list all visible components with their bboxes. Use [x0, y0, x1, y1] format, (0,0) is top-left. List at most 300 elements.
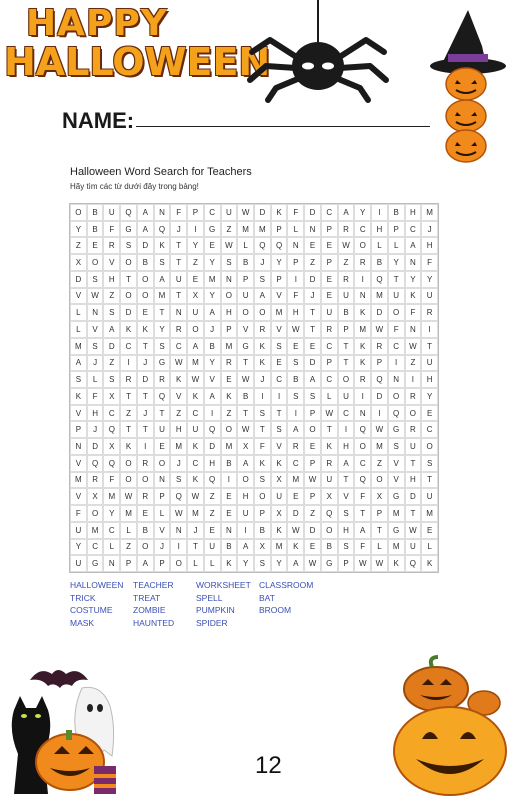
grid-cell[interactable]: K: [271, 204, 288, 221]
grid-cell[interactable]: G: [204, 221, 221, 238]
grid-cell[interactable]: P: [254, 505, 271, 522]
grid-cell[interactable]: H: [421, 371, 438, 388]
grid-cell[interactable]: E: [221, 371, 238, 388]
grid-cell[interactable]: K: [287, 539, 304, 556]
grid-cell[interactable]: L: [204, 555, 221, 572]
grid-cell[interactable]: A: [103, 321, 120, 338]
grid-cell[interactable]: A: [354, 522, 371, 539]
grid-cell[interactable]: I: [120, 355, 137, 372]
grid-cell[interactable]: T: [405, 505, 422, 522]
grid-cell[interactable]: H: [237, 488, 254, 505]
grid-cell[interactable]: B: [87, 221, 104, 238]
grid-cell[interactable]: A: [304, 371, 321, 388]
grid-cell[interactable]: O: [120, 455, 137, 472]
grid-cell[interactable]: N: [154, 472, 171, 489]
grid-cell[interactable]: P: [321, 355, 338, 372]
grid-cell[interactable]: F: [354, 488, 371, 505]
grid-cell[interactable]: O: [254, 304, 271, 321]
grid-cell[interactable]: E: [304, 338, 321, 355]
grid-cell[interactable]: D: [204, 438, 221, 455]
grid-cell[interactable]: K: [254, 455, 271, 472]
grid-cell[interactable]: T: [170, 288, 187, 305]
grid-cell[interactable]: K: [170, 371, 187, 388]
grid-cell[interactable]: S: [254, 405, 271, 422]
grid-cell[interactable]: B: [388, 204, 405, 221]
grid-cell[interactable]: Y: [154, 321, 171, 338]
grid-cell[interactable]: H: [87, 405, 104, 422]
grid-cell[interactable]: O: [87, 254, 104, 271]
grid-cell[interactable]: A: [254, 288, 271, 305]
grid-cell[interactable]: I: [371, 405, 388, 422]
grid-cell[interactable]: K: [120, 321, 137, 338]
grid-cell[interactable]: X: [371, 488, 388, 505]
grid-cell[interactable]: H: [338, 438, 355, 455]
grid-cell[interactable]: B: [137, 522, 154, 539]
grid-cell[interactable]: I: [221, 472, 238, 489]
grid-cell[interactable]: B: [321, 539, 338, 556]
grid-cell[interactable]: W: [87, 288, 104, 305]
grid-cell[interactable]: F: [254, 438, 271, 455]
grid-cell[interactable]: P: [338, 555, 355, 572]
grid-cell[interactable]: Y: [204, 355, 221, 372]
grid-cell[interactable]: I: [421, 321, 438, 338]
grid-cell[interactable]: A: [137, 221, 154, 238]
grid-cell[interactable]: O: [170, 555, 187, 572]
grid-cell[interactable]: H: [221, 304, 238, 321]
grid-cell[interactable]: Q: [371, 371, 388, 388]
grid-cell[interactable]: W: [287, 321, 304, 338]
grid-cell[interactable]: E: [304, 237, 321, 254]
grid-cell[interactable]: S: [421, 455, 438, 472]
grid-cell[interactable]: E: [321, 271, 338, 288]
grid-cell[interactable]: L: [70, 304, 87, 321]
grid-cell[interactable]: E: [304, 438, 321, 455]
grid-cell[interactable]: L: [421, 539, 438, 556]
grid-cell[interactable]: P: [287, 254, 304, 271]
grid-cell[interactable]: T: [338, 355, 355, 372]
grid-cell[interactable]: M: [354, 321, 371, 338]
grid-cell[interactable]: V: [70, 405, 87, 422]
grid-cell[interactable]: J: [254, 254, 271, 271]
grid-cell[interactable]: J: [187, 522, 204, 539]
grid-cell[interactable]: N: [354, 288, 371, 305]
grid-cell[interactable]: O: [304, 421, 321, 438]
grid-cell[interactable]: F: [170, 204, 187, 221]
grid-cell[interactable]: C: [187, 405, 204, 422]
grid-cell[interactable]: Z: [338, 254, 355, 271]
grid-cell[interactable]: T: [237, 405, 254, 422]
grid-cell[interactable]: Z: [170, 405, 187, 422]
grid-cell[interactable]: W: [170, 355, 187, 372]
grid-cell[interactable]: W: [338, 237, 355, 254]
grid-cell[interactable]: T: [120, 271, 137, 288]
grid-cell[interactable]: Q: [154, 221, 171, 238]
grid-cell[interactable]: O: [120, 254, 137, 271]
grid-cell[interactable]: A: [287, 421, 304, 438]
grid-cell[interactable]: P: [70, 421, 87, 438]
grid-cell[interactable]: U: [154, 421, 171, 438]
grid-cell[interactable]: F: [103, 472, 120, 489]
grid-cell[interactable]: A: [405, 237, 422, 254]
grid-cell[interactable]: R: [254, 321, 271, 338]
grid-cell[interactable]: A: [237, 539, 254, 556]
grid-cell[interactable]: O: [137, 472, 154, 489]
grid-cell[interactable]: C: [321, 204, 338, 221]
grid-cell[interactable]: O: [371, 472, 388, 489]
grid-cell[interactable]: K: [354, 304, 371, 321]
grid-cell[interactable]: K: [254, 338, 271, 355]
grid-cell[interactable]: M: [70, 472, 87, 489]
grid-cell[interactable]: Z: [221, 221, 238, 238]
grid-cell[interactable]: M: [87, 522, 104, 539]
grid-cell[interactable]: T: [304, 321, 321, 338]
grid-cell[interactable]: Q: [371, 271, 388, 288]
grid-cell[interactable]: C: [354, 221, 371, 238]
grid-cell[interactable]: C: [103, 405, 120, 422]
grid-cell[interactable]: X: [237, 438, 254, 455]
grid-cell[interactable]: A: [338, 204, 355, 221]
grid-cell[interactable]: I: [354, 388, 371, 405]
grid-cell[interactable]: D: [371, 388, 388, 405]
grid-cell[interactable]: Y: [421, 388, 438, 405]
grid-cell[interactable]: G: [120, 221, 137, 238]
grid-cell[interactable]: T: [388, 271, 405, 288]
grid-cell[interactable]: D: [87, 438, 104, 455]
grid-cell[interactable]: T: [137, 421, 154, 438]
grid-cell[interactable]: T: [137, 338, 154, 355]
grid-cell[interactable]: K: [70, 388, 87, 405]
grid-cell[interactable]: Q: [103, 421, 120, 438]
grid-cell[interactable]: Y: [70, 221, 87, 238]
grid-cell[interactable]: I: [287, 271, 304, 288]
grid-cell[interactable]: L: [103, 539, 120, 556]
grid-cell[interactable]: W: [170, 505, 187, 522]
grid-cell[interactable]: C: [287, 455, 304, 472]
grid-cell[interactable]: J: [254, 371, 271, 388]
grid-cell[interactable]: D: [304, 522, 321, 539]
grid-cell[interactable]: T: [371, 522, 388, 539]
grid-cell[interactable]: W: [371, 421, 388, 438]
grid-cell[interactable]: B: [371, 254, 388, 271]
grid-cell[interactable]: W: [287, 522, 304, 539]
grid-cell[interactable]: J: [87, 355, 104, 372]
grid-cell[interactable]: M: [187, 355, 204, 372]
grid-cell[interactable]: P: [321, 254, 338, 271]
grid-cell[interactable]: M: [388, 539, 405, 556]
grid-cell[interactable]: Z: [221, 405, 238, 422]
grid-cell[interactable]: M: [271, 539, 288, 556]
grid-cell[interactable]: U: [271, 488, 288, 505]
grid-cell[interactable]: J: [154, 539, 171, 556]
grid-cell[interactable]: L: [388, 237, 405, 254]
grid-cell[interactable]: S: [70, 371, 87, 388]
grid-cell[interactable]: G: [87, 555, 104, 572]
grid-cell[interactable]: O: [137, 539, 154, 556]
grid-cell[interactable]: R: [421, 304, 438, 321]
grid-cell[interactable]: W: [187, 371, 204, 388]
grid-cell[interactable]: J: [421, 221, 438, 238]
grid-cell[interactable]: N: [304, 221, 321, 238]
grid-cell[interactable]: O: [388, 388, 405, 405]
grid-cell[interactable]: I: [371, 204, 388, 221]
grid-cell[interactable]: S: [287, 388, 304, 405]
grid-cell[interactable]: Y: [405, 271, 422, 288]
grid-cell[interactable]: N: [103, 555, 120, 572]
grid-cell[interactable]: F: [405, 304, 422, 321]
grid-cell[interactable]: R: [154, 371, 171, 388]
grid-cell[interactable]: F: [87, 388, 104, 405]
grid-cell[interactable]: Q: [170, 488, 187, 505]
grid-cell[interactable]: S: [170, 472, 187, 489]
grid-cell[interactable]: Q: [388, 405, 405, 422]
grid-cell[interactable]: Z: [204, 505, 221, 522]
grid-cell[interactable]: J: [137, 405, 154, 422]
grid-cell[interactable]: D: [103, 338, 120, 355]
grid-cell[interactable]: A: [70, 355, 87, 372]
grid-cell[interactable]: R: [103, 237, 120, 254]
grid-cell[interactable]: Z: [304, 505, 321, 522]
grid-cell[interactable]: S: [87, 338, 104, 355]
grid-cell[interactable]: Y: [204, 288, 221, 305]
grid-cell[interactable]: U: [187, 304, 204, 321]
grid-cell[interactable]: F: [354, 539, 371, 556]
grid-cell[interactable]: S: [254, 271, 271, 288]
grid-cell[interactable]: P: [321, 221, 338, 238]
grid-cell[interactable]: Q: [254, 237, 271, 254]
grid-cell[interactable]: Z: [405, 355, 422, 372]
grid-cell[interactable]: L: [371, 539, 388, 556]
grid-cell[interactable]: V: [154, 522, 171, 539]
grid-cell[interactable]: E: [421, 522, 438, 539]
grid-cell[interactable]: P: [304, 455, 321, 472]
grid-cell[interactable]: O: [70, 204, 87, 221]
grid-cell[interactable]: T: [120, 421, 137, 438]
grid-cell[interactable]: S: [388, 438, 405, 455]
grid-cell[interactable]: G: [237, 338, 254, 355]
grid-cell[interactable]: X: [187, 288, 204, 305]
grid-cell[interactable]: U: [204, 539, 221, 556]
grid-cell[interactable]: E: [421, 405, 438, 422]
grid-cell[interactable]: N: [405, 321, 422, 338]
grid-cell[interactable]: F: [103, 221, 120, 238]
grid-cell[interactable]: H: [170, 421, 187, 438]
grid-cell[interactable]: P: [388, 221, 405, 238]
grid-cell[interactable]: H: [405, 472, 422, 489]
grid-cell[interactable]: S: [287, 355, 304, 372]
grid-cell[interactable]: S: [304, 388, 321, 405]
grid-cell[interactable]: W: [187, 488, 204, 505]
grid-cell[interactable]: B: [221, 539, 238, 556]
grid-cell[interactable]: T: [421, 472, 438, 489]
grid-cell[interactable]: G: [388, 522, 405, 539]
grid-cell[interactable]: R: [137, 455, 154, 472]
grid-cell[interactable]: W: [321, 405, 338, 422]
grid-cell[interactable]: S: [271, 421, 288, 438]
grid-cell[interactable]: I: [287, 405, 304, 422]
grid-cell[interactable]: S: [103, 304, 120, 321]
grid-cell[interactable]: K: [221, 555, 238, 572]
grid-cell[interactable]: Y: [237, 555, 254, 572]
grid-cell[interactable]: X: [271, 505, 288, 522]
grid-cell[interactable]: M: [204, 271, 221, 288]
grid-cell[interactable]: B: [204, 338, 221, 355]
grid-cell[interactable]: W: [405, 522, 422, 539]
grid-cell[interactable]: G: [321, 555, 338, 572]
grid-cell[interactable]: H: [371, 221, 388, 238]
grid-cell[interactable]: K: [120, 438, 137, 455]
grid-cell[interactable]: D: [405, 488, 422, 505]
grid-cell[interactable]: M: [254, 221, 271, 238]
grid-cell[interactable]: O: [137, 271, 154, 288]
grid-cell[interactable]: L: [154, 505, 171, 522]
grid-cell[interactable]: O: [354, 438, 371, 455]
grid-cell[interactable]: Z: [371, 455, 388, 472]
grid-cell[interactable]: K: [271, 522, 288, 539]
grid-cell[interactable]: C: [204, 204, 221, 221]
grid-cell[interactable]: M: [371, 438, 388, 455]
grid-cell[interactable]: T: [170, 254, 187, 271]
grid-cell[interactable]: Y: [187, 237, 204, 254]
grid-cell[interactable]: I: [187, 221, 204, 238]
grid-cell[interactable]: P: [338, 321, 355, 338]
grid-cell[interactable]: R: [354, 371, 371, 388]
grid-cell[interactable]: R: [170, 321, 187, 338]
grid-cell[interactable]: O: [120, 288, 137, 305]
grid-cell[interactable]: M: [421, 505, 438, 522]
grid-cell[interactable]: J: [170, 221, 187, 238]
grid-cell[interactable]: C: [338, 405, 355, 422]
grid-cell[interactable]: I: [338, 421, 355, 438]
grid-cell[interactable]: O: [388, 304, 405, 321]
grid-cell[interactable]: U: [421, 355, 438, 372]
grid-cell[interactable]: P: [271, 271, 288, 288]
grid-cell[interactable]: O: [221, 288, 238, 305]
grid-cell[interactable]: R: [87, 472, 104, 489]
grid-cell[interactable]: P: [120, 555, 137, 572]
grid-cell[interactable]: F: [287, 288, 304, 305]
grid-cell[interactable]: E: [204, 522, 221, 539]
grid-cell[interactable]: N: [70, 438, 87, 455]
grid-cell[interactable]: Q: [87, 455, 104, 472]
grid-cell[interactable]: I: [204, 405, 221, 422]
grid-cell[interactable]: E: [221, 505, 238, 522]
grid-cell[interactable]: G: [388, 488, 405, 505]
grid-cell[interactable]: T: [187, 539, 204, 556]
grid-cell[interactable]: G: [388, 421, 405, 438]
grid-cell[interactable]: U: [338, 288, 355, 305]
grid-cell[interactable]: L: [321, 388, 338, 405]
grid-cell[interactable]: Z: [70, 237, 87, 254]
grid-cell[interactable]: K: [388, 555, 405, 572]
grid-cell[interactable]: D: [304, 355, 321, 372]
grid-cell[interactable]: O: [187, 321, 204, 338]
grid-cell[interactable]: A: [237, 455, 254, 472]
grid-cell[interactable]: L: [120, 522, 137, 539]
grid-cell[interactable]: C: [103, 522, 120, 539]
grid-cell[interactable]: Y: [271, 555, 288, 572]
grid-cell[interactable]: Z: [103, 355, 120, 372]
grid-cell[interactable]: V: [70, 488, 87, 505]
grid-cell[interactable]: B: [237, 254, 254, 271]
grid-cell[interactable]: S: [221, 254, 238, 271]
grid-cell[interactable]: K: [271, 455, 288, 472]
grid-cell[interactable]: I: [137, 438, 154, 455]
grid-cell[interactable]: D: [371, 304, 388, 321]
grid-cell[interactable]: U: [421, 288, 438, 305]
grid-cell[interactable]: X: [271, 472, 288, 489]
grid-cell[interactable]: D: [120, 304, 137, 321]
grid-cell[interactable]: O: [405, 405, 422, 422]
grid-cell[interactable]: T: [237, 355, 254, 372]
grid-cell[interactable]: S: [154, 338, 171, 355]
grid-cell[interactable]: Q: [204, 421, 221, 438]
grid-cell[interactable]: V: [388, 472, 405, 489]
grid-cell[interactable]: U: [187, 421, 204, 438]
grid-cell[interactable]: D: [304, 204, 321, 221]
grid-cell[interactable]: N: [388, 371, 405, 388]
grid-cell[interactable]: Q: [271, 237, 288, 254]
grid-cell[interactable]: K: [354, 355, 371, 372]
grid-cell[interactable]: S: [87, 271, 104, 288]
grid-cell[interactable]: L: [237, 237, 254, 254]
grid-cell[interactable]: R: [405, 421, 422, 438]
grid-cell[interactable]: S: [271, 338, 288, 355]
grid-cell[interactable]: C: [271, 371, 288, 388]
grid-cell[interactable]: Q: [103, 455, 120, 472]
grid-cell[interactable]: M: [237, 221, 254, 238]
grid-cell[interactable]: U: [388, 288, 405, 305]
grid-cell[interactable]: V: [237, 321, 254, 338]
grid-cell[interactable]: T: [254, 421, 271, 438]
grid-cell[interactable]: J: [204, 321, 221, 338]
grid-cell[interactable]: M: [120, 505, 137, 522]
grid-cell[interactable]: A: [338, 455, 355, 472]
grid-cell[interactable]: C: [421, 421, 438, 438]
grid-cell[interactable]: D: [137, 237, 154, 254]
grid-cell[interactable]: N: [221, 271, 238, 288]
grid-cell[interactable]: E: [304, 539, 321, 556]
grid-cell[interactable]: W: [405, 338, 422, 355]
grid-cell[interactable]: E: [287, 338, 304, 355]
grid-cell[interactable]: X: [103, 438, 120, 455]
grid-cell[interactable]: T: [338, 338, 355, 355]
grid-cell[interactable]: K: [187, 388, 204, 405]
grid-cell[interactable]: A: [287, 555, 304, 572]
grid-cell[interactable]: V: [70, 455, 87, 472]
grid-cell[interactable]: J: [170, 455, 187, 472]
grid-cell[interactable]: X: [103, 388, 120, 405]
grid-cell[interactable]: T: [421, 338, 438, 355]
grid-cell[interactable]: N: [221, 522, 238, 539]
grid-cell[interactable]: T: [271, 405, 288, 422]
grid-cell[interactable]: W: [371, 555, 388, 572]
grid-cell[interactable]: O: [421, 438, 438, 455]
grid-cell[interactable]: C: [170, 338, 187, 355]
grid-cell[interactable]: E: [154, 438, 171, 455]
grid-cell[interactable]: V: [103, 254, 120, 271]
grid-cell[interactable]: I: [237, 522, 254, 539]
grid-cell[interactable]: A: [204, 304, 221, 321]
grid-cell[interactable]: H: [405, 204, 422, 221]
grid-cell[interactable]: K: [137, 321, 154, 338]
grid-cell[interactable]: R: [354, 254, 371, 271]
grid-cell[interactable]: W: [120, 488, 137, 505]
grid-cell[interactable]: O: [154, 455, 171, 472]
grid-cell[interactable]: I: [170, 539, 187, 556]
grid-cell[interactable]: C: [405, 221, 422, 238]
grid-cell[interactable]: Y: [271, 254, 288, 271]
grid-cell[interactable]: M: [388, 505, 405, 522]
